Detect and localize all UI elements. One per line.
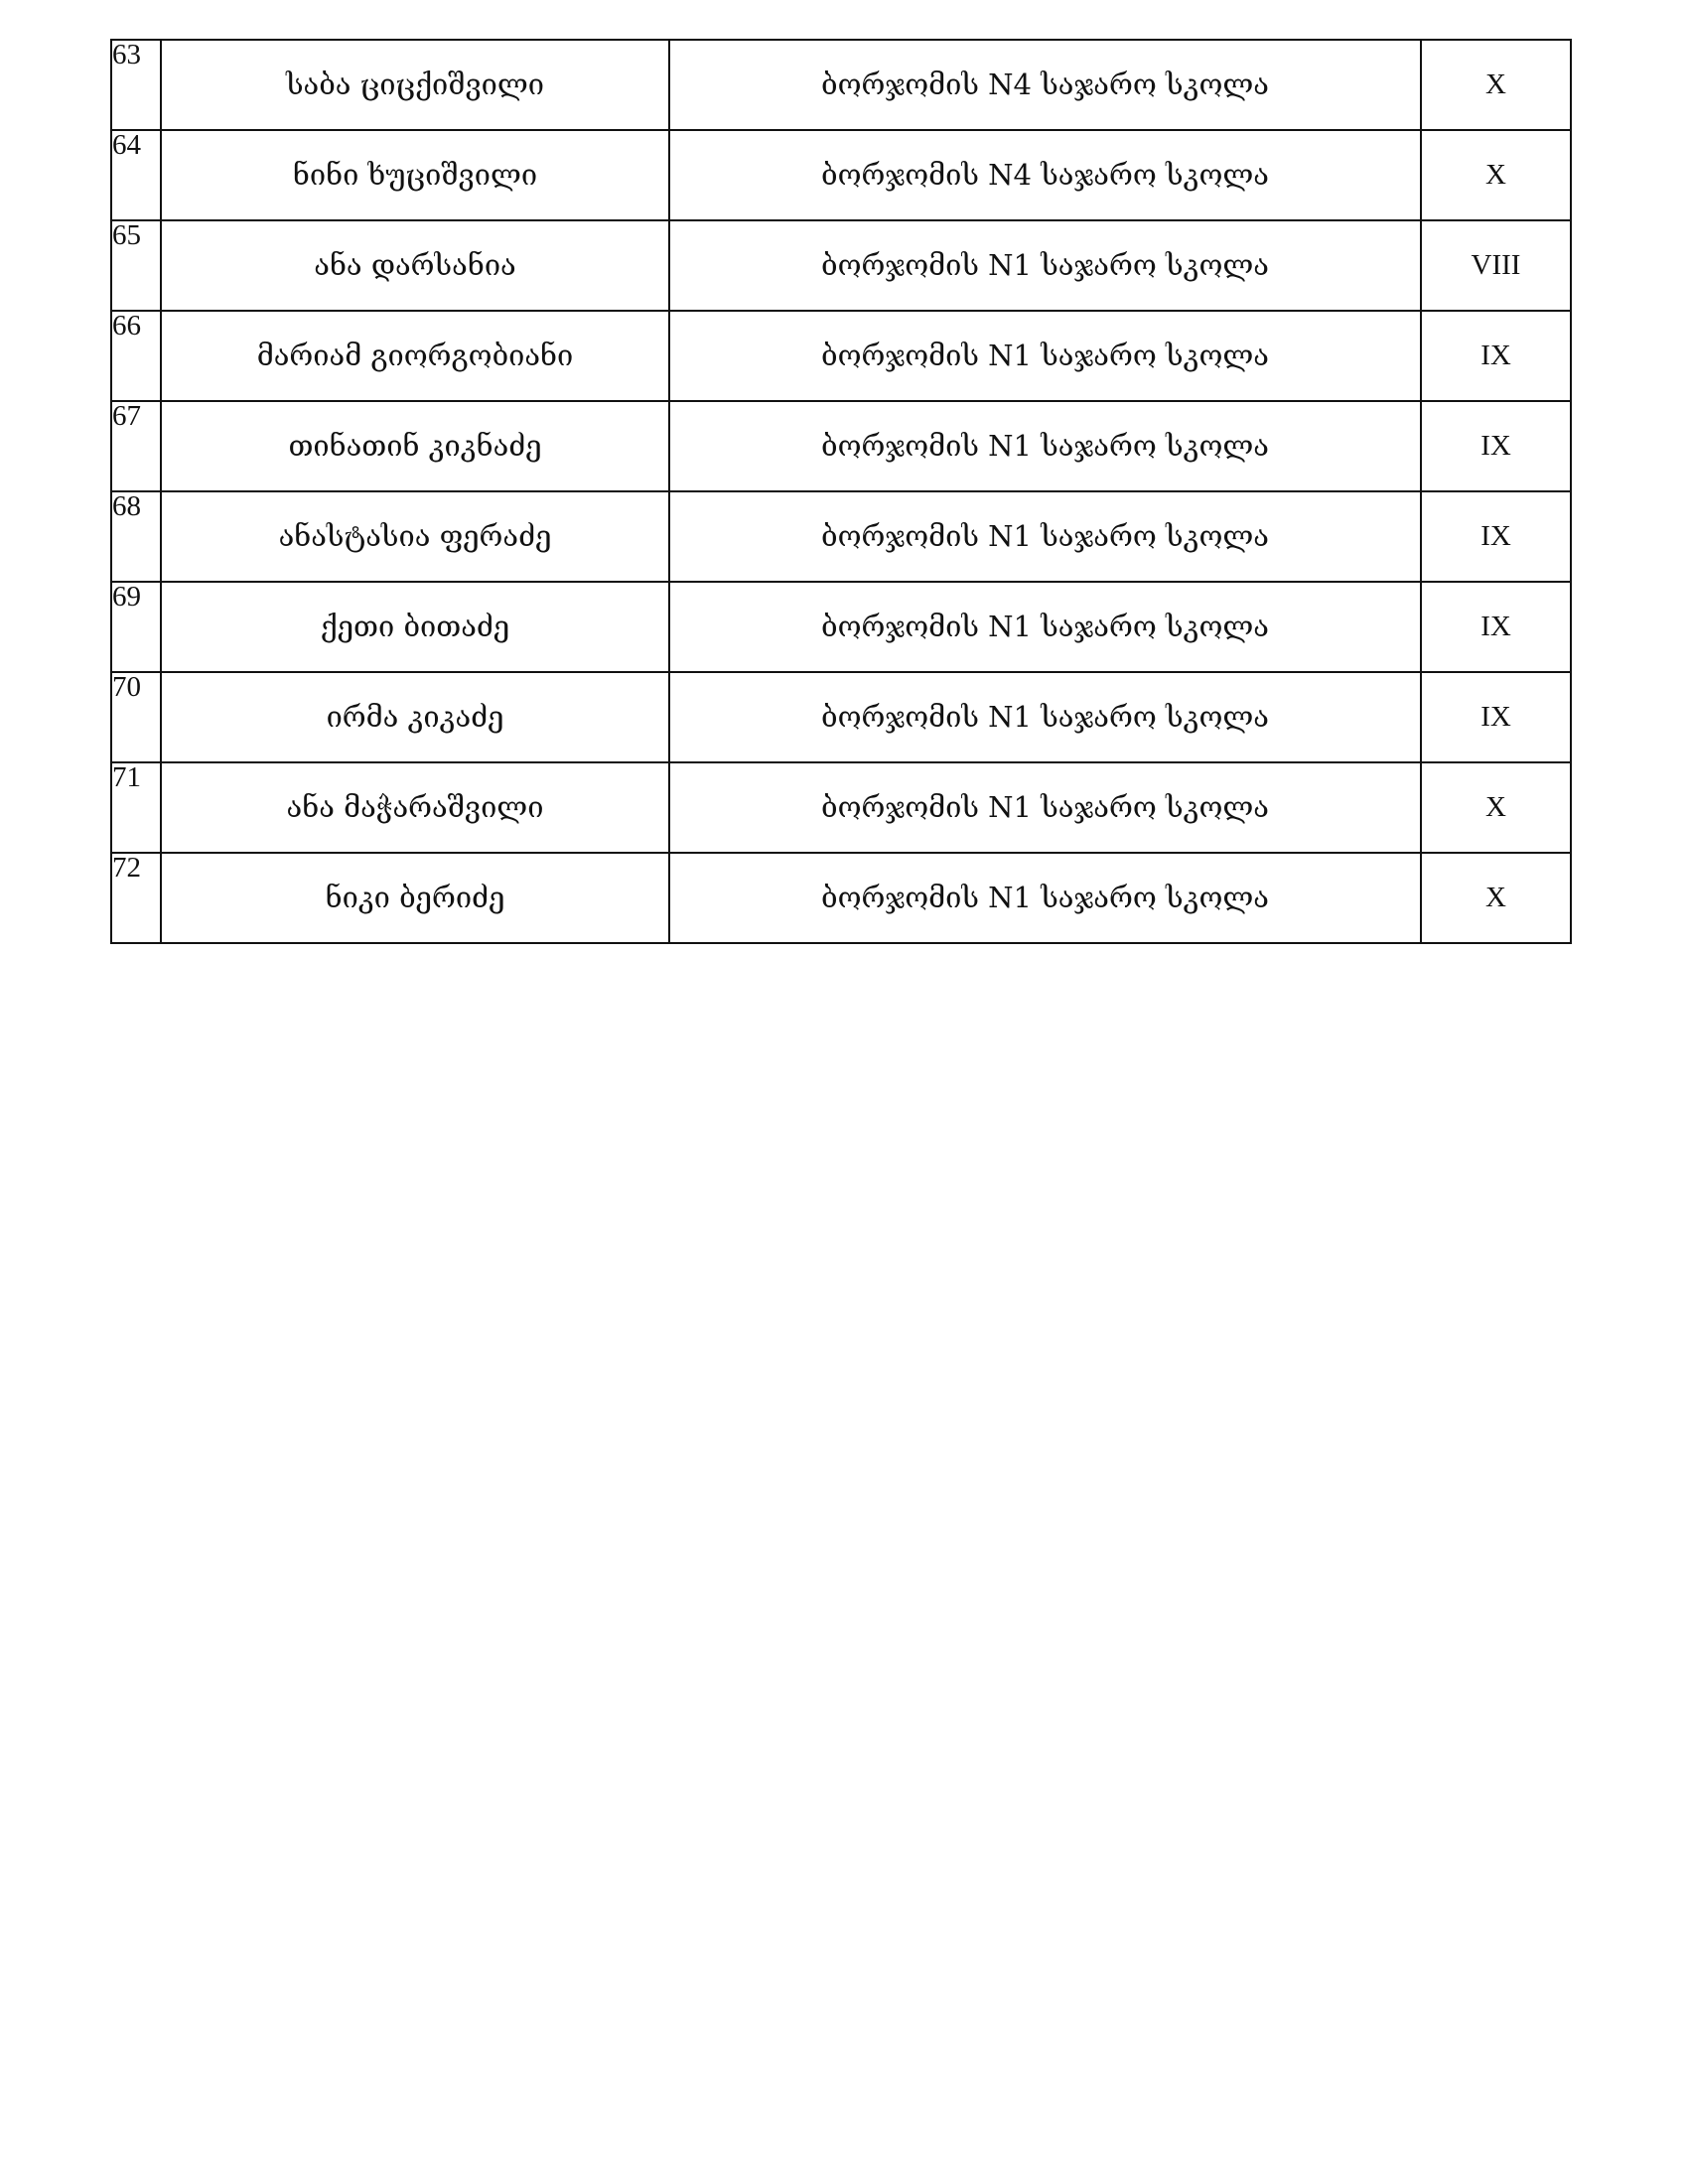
school-name: ბორჯომის N1 საჯარო სკოლა xyxy=(669,672,1421,762)
student-name: ნინი ხუციშვილი xyxy=(161,130,669,220)
grade: X xyxy=(1421,762,1571,853)
student-name: ნიკი ბერიძე xyxy=(161,853,669,943)
school-name: ბორჯომის N1 საჯარო სკოლა xyxy=(669,853,1421,943)
row-number: 68 xyxy=(111,491,161,582)
table-row xyxy=(111,853,1571,943)
row-number: 69 xyxy=(111,582,161,672)
school-name: ბორჯომის N1 საჯარო სკოლა xyxy=(669,220,1421,311)
student-name: მარიამ გიორგობიანი xyxy=(161,311,669,401)
table-row xyxy=(111,130,1571,220)
grade: X xyxy=(1421,853,1571,943)
table-row xyxy=(111,762,1571,853)
row-number: 67 xyxy=(111,401,161,491)
grade: X xyxy=(1421,40,1571,130)
grade: IX xyxy=(1421,582,1571,672)
table-row xyxy=(111,401,1571,491)
student-name: საბა ციცქიშვილი xyxy=(161,40,669,130)
school-name: ბორჯომის N4 საჯარო სკოლა xyxy=(669,40,1421,130)
table-row xyxy=(111,582,1571,672)
participants-table xyxy=(110,39,1572,944)
school-name: ბორჯომის N1 საჯარო სკოლა xyxy=(669,311,1421,401)
school-name: ბორჯომის N1 საჯარო სკოლა xyxy=(669,491,1421,582)
table-row xyxy=(111,672,1571,762)
school-name: ბორჯომის N4 საჯარო სკოლა xyxy=(669,130,1421,220)
row-number: 66 xyxy=(111,311,161,401)
student-name: ქეთი ბითაძე xyxy=(161,582,669,672)
student-name: ანა მაჭარაშვილი xyxy=(161,762,669,853)
student-name: თინათინ კიკნაძე xyxy=(161,401,669,491)
row-number: 71 xyxy=(111,762,161,853)
table-row xyxy=(111,220,1571,311)
school-name: ბორჯომის N1 საჯარო სკოლა xyxy=(669,401,1421,491)
row-number: 63 xyxy=(111,40,161,130)
row-number: 65 xyxy=(111,220,161,311)
grade: IX xyxy=(1421,401,1571,491)
grade: IX xyxy=(1421,491,1571,582)
row-number: 70 xyxy=(111,672,161,762)
student-name: ირმა კიკაძე xyxy=(161,672,669,762)
school-name: ბორჯომის N1 საჯარო სკოლა xyxy=(669,582,1421,672)
grade: IX xyxy=(1421,672,1571,762)
table-row xyxy=(111,491,1571,582)
table-row xyxy=(111,311,1571,401)
row-number: 64 xyxy=(111,130,161,220)
participants-table-body xyxy=(111,40,1571,943)
student-name: ანასტასია ფერაძე xyxy=(161,491,669,582)
grade: IX xyxy=(1421,311,1571,401)
row-number: 72 xyxy=(111,853,161,943)
table-row xyxy=(111,40,1571,130)
grade: VIII xyxy=(1421,220,1571,311)
student-name: ანა დარსანია xyxy=(161,220,669,311)
school-name: ბორჯომის N1 საჯარო სკოლა xyxy=(669,762,1421,853)
grade: X xyxy=(1421,130,1571,220)
